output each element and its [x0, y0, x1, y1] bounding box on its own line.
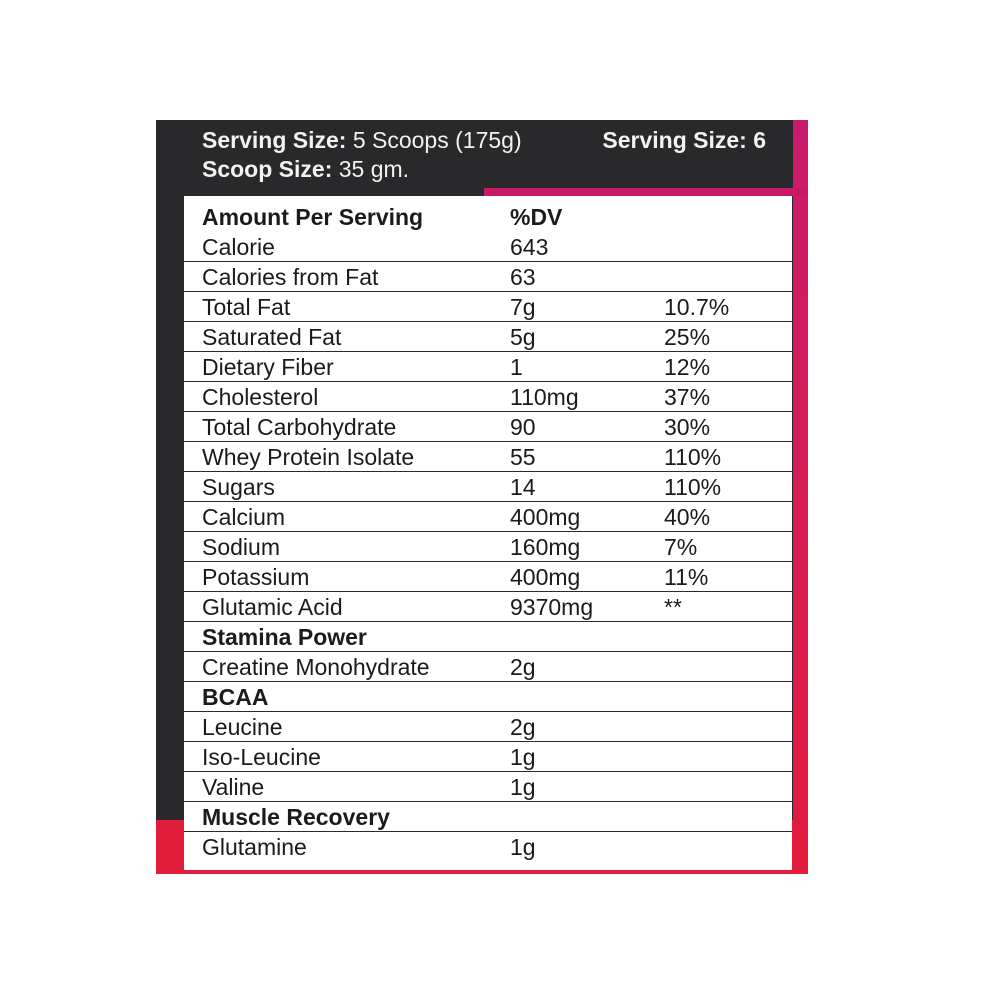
table-row	[184, 502, 792, 532]
nutrition-table	[184, 196, 792, 870]
frame-pink-border	[793, 120, 808, 874]
nutrient-name: Glutamine	[202, 834, 307, 860]
nutrient-name: Calcium	[202, 504, 286, 530]
nutrient-amount: 643	[510, 234, 549, 260]
scoop-size-value: 35 gm.	[332, 156, 410, 182]
table-row	[184, 322, 792, 352]
nutrient-name: Potassium	[202, 564, 310, 590]
nutrient-dv: 30%	[664, 414, 711, 440]
nutrient-name: Cholesterol	[202, 384, 319, 410]
nutrient-name: Glutamic Acid	[202, 594, 343, 620]
nutrient-amount: 5g	[510, 324, 536, 350]
table-row	[184, 772, 792, 802]
table-row	[184, 652, 792, 682]
table-row	[184, 412, 792, 442]
section-row	[184, 622, 792, 652]
nutrient-name: Total Fat	[202, 294, 291, 320]
nutrient-amount: 63	[510, 264, 536, 290]
nutrient-dv: 12%	[664, 354, 711, 380]
nutrient-dv: 7%	[664, 534, 698, 560]
nutrient-amount: 55	[510, 444, 536, 470]
nutrient-name: Calorie	[202, 234, 275, 260]
table-row	[184, 532, 792, 562]
amount-per-serving-heading: Amount Per Serving	[202, 204, 424, 230]
nutrient-dv: 25%	[664, 324, 711, 350]
table-row	[184, 442, 792, 472]
nutrient-amount: 160mg	[510, 534, 581, 560]
nutrient-amount: 14	[510, 474, 536, 500]
table-row	[184, 352, 792, 382]
nutrient-amount: 90	[510, 414, 536, 440]
table-row	[184, 712, 792, 742]
nutrient-name: Whey Protein Isolate	[202, 444, 415, 470]
nutrient-amount: 2g	[510, 714, 536, 740]
nutrient-dv: 10.7%	[664, 294, 730, 320]
nutrient-amount: 7g	[510, 294, 536, 320]
serving-size-label: Serving Size:	[202, 127, 347, 153]
nutrient-amount: 1	[510, 354, 523, 380]
nutrient-amount: 2g	[510, 654, 536, 680]
nutrient-amount: 400mg	[510, 564, 581, 590]
frame-pink-accent	[484, 188, 808, 196]
servings-per-container: Serving Size: 6	[602, 127, 766, 153]
nutrient-dv: 40%	[664, 504, 711, 530]
scoop-size-label: Scoop Size:	[202, 156, 333, 182]
nutrient-name: Leucine	[202, 714, 283, 740]
table-row	[184, 742, 792, 772]
serving-header	[202, 126, 782, 186]
nutrient-amount: 400mg	[510, 504, 581, 530]
nutrient-name: Valine	[202, 774, 265, 800]
nutrient-name: Dietary Fiber	[202, 354, 334, 380]
table-row	[184, 472, 792, 502]
section-row	[184, 682, 792, 712]
nutrient-dv: 110%	[664, 474, 722, 500]
section-row	[184, 802, 792, 832]
table-row	[184, 262, 792, 292]
nutrient-dv: 37%	[664, 384, 711, 410]
nutrient-name: Sugars	[202, 474, 275, 500]
nutrient-name: Total Carbohydrate	[202, 414, 397, 440]
nutrient-name: Iso-Leucine	[202, 744, 321, 770]
nutrient-amount: 1g	[510, 744, 536, 770]
table-row	[184, 292, 792, 322]
nutrient-name: Calories from Fat	[202, 264, 379, 290]
table-head-row	[184, 202, 792, 232]
nutrient-amount: 9370mg	[510, 594, 594, 620]
table-row	[184, 592, 792, 622]
nutrient-amount: 1g	[510, 834, 536, 860]
section-heading: BCAA	[202, 684, 269, 710]
table-row	[184, 562, 792, 592]
nutrient-amount: 1g	[510, 774, 536, 800]
nutrient-dv: 110%	[664, 444, 722, 470]
section-heading: Muscle Recovery	[202, 804, 390, 830]
serving-size-value: 5 Scoops (175g)	[346, 127, 522, 153]
scoop-size-line	[202, 155, 782, 184]
dv-heading: %DV	[510, 204, 563, 230]
table-row	[184, 382, 792, 412]
nutrient-name: Sodium	[202, 534, 280, 560]
nutrient-name: Creatine Monohydrate	[202, 654, 430, 680]
table-row	[184, 832, 792, 862]
table-row	[184, 232, 792, 262]
nutrient-dv: 11%	[664, 564, 709, 590]
nutrient-dv: **	[664, 594, 682, 620]
nutrient-amount: 110mg	[510, 384, 579, 410]
nutrient-name: Saturated Fat	[202, 324, 342, 350]
section-heading: Stamina Power	[202, 624, 367, 650]
